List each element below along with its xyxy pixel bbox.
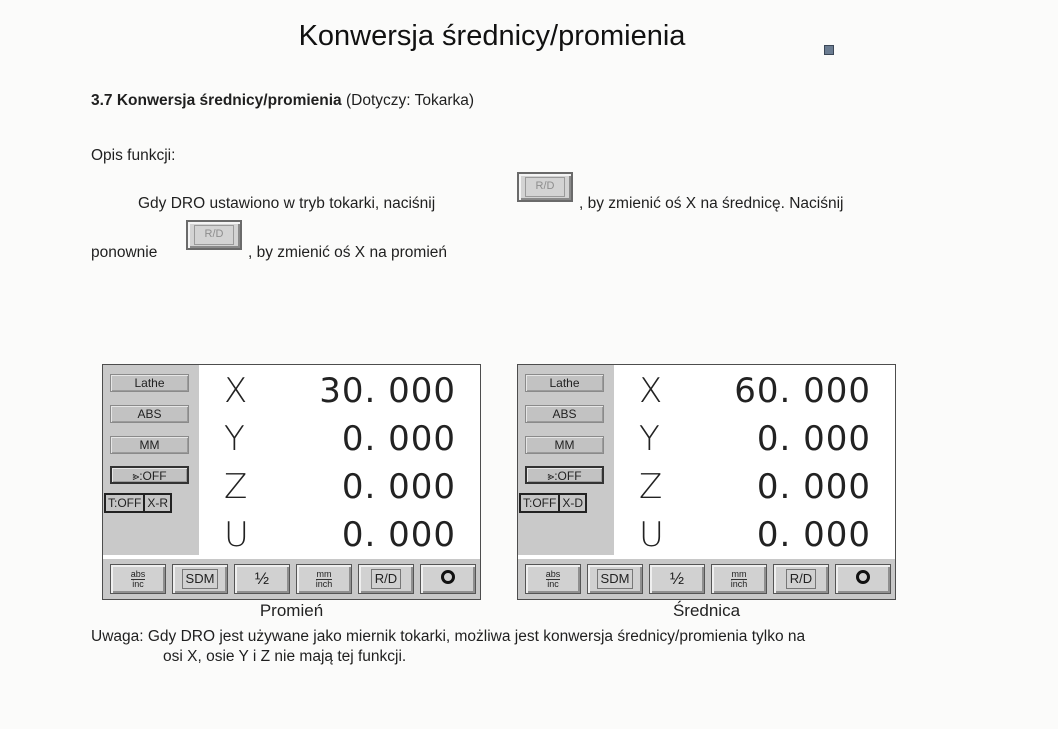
- abs-inc-button[interactable]: abs inc: [110, 564, 166, 594]
- note-line-1: Uwaga: Gdy DRO jest używane jako miernik tokarki, możliwa jest konwersja średnicy/promienia tylko na: [91, 628, 806, 645]
- dro-side-menu: [103, 365, 199, 555]
- axis-u-label: U: [224, 515, 249, 555]
- gear-icon: [441, 570, 455, 584]
- axis-x-value: 60. 000: [734, 371, 871, 411]
- dro-side-menu: [518, 365, 614, 555]
- dro-panel-radius: [102, 364, 481, 600]
- instruction-text-1a: Gdy DRO ustawiono w tryb tokarki, naciśnij: [138, 195, 436, 212]
- note-line-2: osi X, osie Y i Z nie mają tej funkcji.: [163, 648, 407, 665]
- rd-key-image-1: R/D: [517, 172, 573, 202]
- axis-x-value: 30. 000: [319, 371, 456, 411]
- settings-button[interactable]: [420, 564, 476, 594]
- axis-y-label: Y: [224, 419, 245, 459]
- instruction-line-1: [138, 195, 435, 213]
- tool-diameter-status: T:OFF X-D: [519, 493, 587, 513]
- dro-panel-diameter: [517, 364, 896, 600]
- half-button[interactable]: ½: [234, 564, 290, 594]
- rd-key-image-2: R/D: [186, 220, 242, 250]
- tool-radius-status: T:OFF X-R: [104, 493, 172, 513]
- gear-icon: [856, 570, 870, 584]
- settings-button[interactable]: [835, 564, 891, 594]
- page-marker: [824, 45, 834, 55]
- mm-inch-button[interactable]: mm inch: [711, 564, 767, 594]
- axis-u-value: 0. 000: [756, 515, 871, 555]
- axis-y-value: 0. 000: [341, 419, 456, 459]
- instruction-text-2b: , by zmienić oś X na promień: [248, 244, 448, 261]
- axis-z-value: 0. 000: [756, 467, 871, 507]
- axis-z-label: Z: [224, 467, 248, 507]
- caption-diameter: Średnica: [672, 601, 741, 620]
- section-scope: (Dotyczy: Tokarka): [341, 92, 475, 109]
- lathe-tool-icon: ⪢: [132, 469, 140, 483]
- lathe-tool-icon: ⪢: [547, 469, 555, 483]
- half-button[interactable]: ½: [649, 564, 705, 594]
- axis-u-label: U: [639, 515, 664, 555]
- axis-u-value: 0. 000: [341, 515, 456, 555]
- section-heading: [91, 92, 474, 110]
- page-title: Konwersja średnicy/promienia: [298, 20, 686, 52]
- axis-x-label: X: [639, 371, 663, 411]
- description-label: Opis funkcji:: [91, 147, 176, 164]
- tool-offset-status: ⪢:OFF: [110, 466, 189, 484]
- mode-lathe-button: Lathe: [110, 374, 189, 392]
- sdm-button[interactable]: SDM: [172, 564, 228, 594]
- dro-softkey-bar: [103, 559, 480, 599]
- mm-inch-button[interactable]: mm inch: [296, 564, 352, 594]
- sdm-button[interactable]: SDM: [587, 564, 643, 594]
- unit-status: MM: [110, 436, 189, 454]
- caption-radius: Promień: [259, 601, 324, 620]
- rd-button[interactable]: R/D: [358, 564, 414, 594]
- dro-softkey-bar: [518, 559, 895, 599]
- instruction-text-1b: , by zmienić oś X na średnicę. Naciśnij: [579, 195, 844, 212]
- rd-button[interactable]: R/D: [773, 564, 829, 594]
- abs-inc-button[interactable]: abs inc: [525, 564, 581, 594]
- note-paragraph: [91, 627, 991, 667]
- unit-status: MM: [525, 436, 604, 454]
- axis-z-value: 0. 000: [341, 467, 456, 507]
- tool-offset-status: ⪢:OFF: [525, 466, 604, 484]
- axis-z-label: Z: [639, 467, 663, 507]
- abs-inc-status: ABS: [110, 405, 189, 423]
- instruction-text-2a: ponownie: [91, 244, 158, 261]
- section-title: 3.7 Konwersja średnicy/promienia: [91, 92, 342, 109]
- axis-y-label: Y: [639, 419, 660, 459]
- mode-lathe-button: Lathe: [525, 374, 604, 392]
- axis-x-label: X: [224, 371, 248, 411]
- axis-y-value: 0. 000: [756, 419, 871, 459]
- abs-inc-status: ABS: [525, 405, 604, 423]
